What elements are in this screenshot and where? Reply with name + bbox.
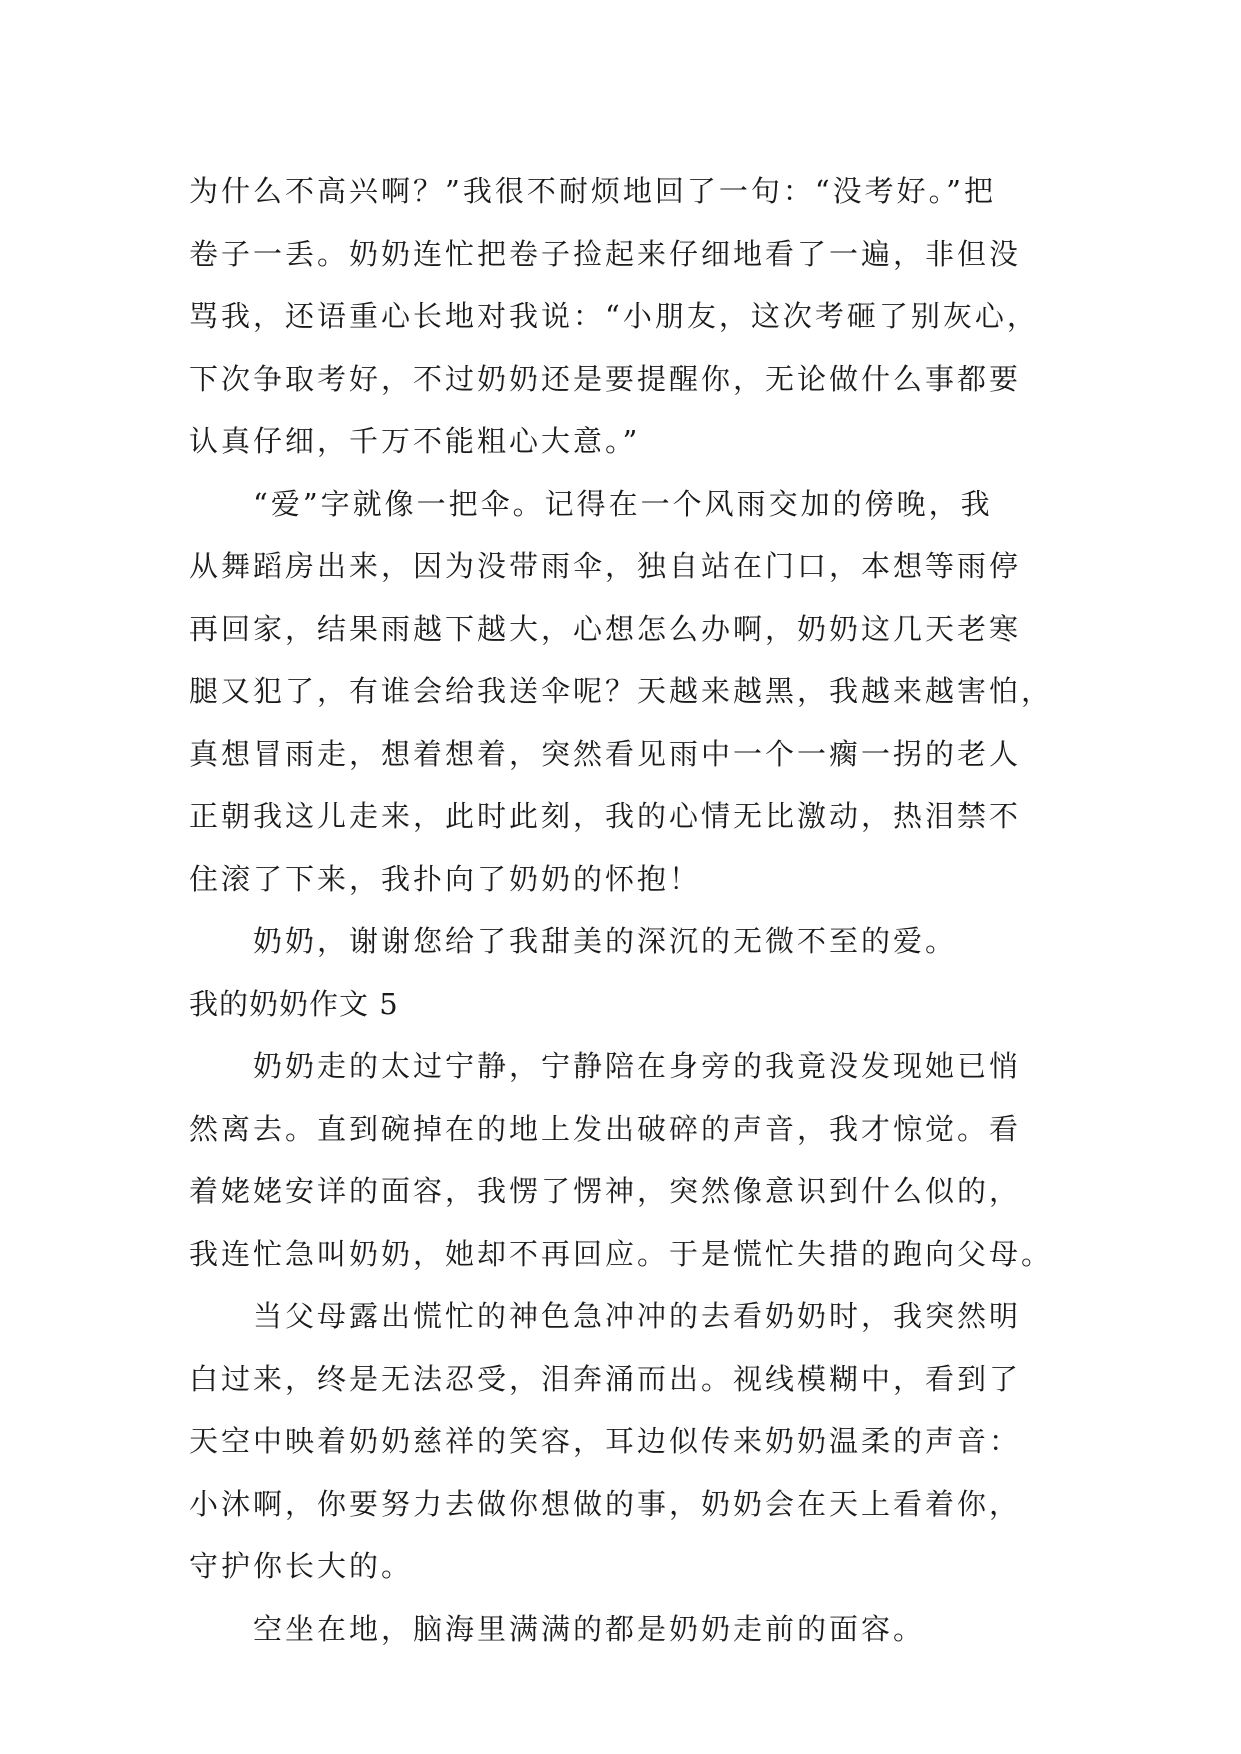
text-line: 从舞蹈房出来，因为没带雨伞，独自站在门口，本想等雨停: [189, 549, 1022, 583]
paragraph-first-line: “爱”字就像一把伞。记得在一个风雨交加的傍晚，我: [253, 486, 993, 521]
text-line: 天空中映着奶奶慈祥的笑容，耳边似传来奶奶温柔的声音：: [189, 1424, 1022, 1458]
document-body: [189, 160, 1069, 1660]
text-line: 然离去。直到碗掉在的地上发出破碎的声音，我才惊觉。看: [189, 1111, 1022, 1146]
text-line: 我连忙急叫奶奶，她却不再回应。于是慌忙失措的跑向父母。: [189, 1236, 1054, 1271]
text-line: 着姥姥安详的面容，我愣了愣神，突然像意识到什么似的，: [189, 1174, 1022, 1208]
paragraph-first-line: 当父母露出慌忙的神色急冲冲的去看奶奶时，我突然明: [253, 1299, 1022, 1333]
text-line: 骂我，还语重心长地对我说：“小朋友，这次考砸了别灰心，: [189, 299, 1039, 333]
text-line: 为什么不高兴啊？”我很不耐烦地回了一句：“没考好。”把: [189, 174, 996, 208]
text-line: 白过来，终是无法忍受，泪奔涌而出。视线模糊中，看到了: [189, 1361, 1022, 1396]
text-line: 腿又犯了，有谁会给我送伞呢？天越来越黑，我越来越害怕，: [189, 674, 1054, 708]
text-line: 认真仔细，千万不能粗心大意。”: [189, 424, 641, 458]
text-line: 守护你长大的。: [189, 1549, 414, 1583]
section-heading: 我的奶奶作文 5: [189, 986, 399, 1021]
text-line: 再回家，结果雨越下越大，心想怎么办啊，奶奶这几天老寒: [189, 611, 1022, 646]
text-line: 小沐啊，你要努力去做你想做的事，奶奶会在天上看着你，: [189, 1486, 1022, 1521]
paragraph-first-line: 奶奶，谢谢您给了我甜美的深沉的无微不至的爱。: [253, 924, 958, 958]
text-line: 下次争取考好，不过奶奶还是要提醒你，无论做什么事都要: [189, 361, 1022, 396]
paragraph-first-line: 奶奶走的太过宁静，宁静陪在身旁的我竟没发现她已悄: [253, 1049, 1022, 1083]
text-line: 正朝我这儿走来，此时此刻，我的心情无比激动，热泪禁不: [189, 799, 1022, 833]
text-line: 卷子一丢。奶奶连忙把卷子捡起来仔细地看了一遍，非但没: [189, 236, 1022, 271]
paragraph-first-line: 空坐在地，脑海里满满的都是奶奶走前的面容。: [253, 1611, 926, 1646]
text-line: 住滚了下来，我扑向了奶奶的怀抱！: [189, 861, 702, 896]
text-line: 真想冒雨走，想着想着，突然看见雨中一个一瘸一拐的老人: [189, 736, 1022, 771]
